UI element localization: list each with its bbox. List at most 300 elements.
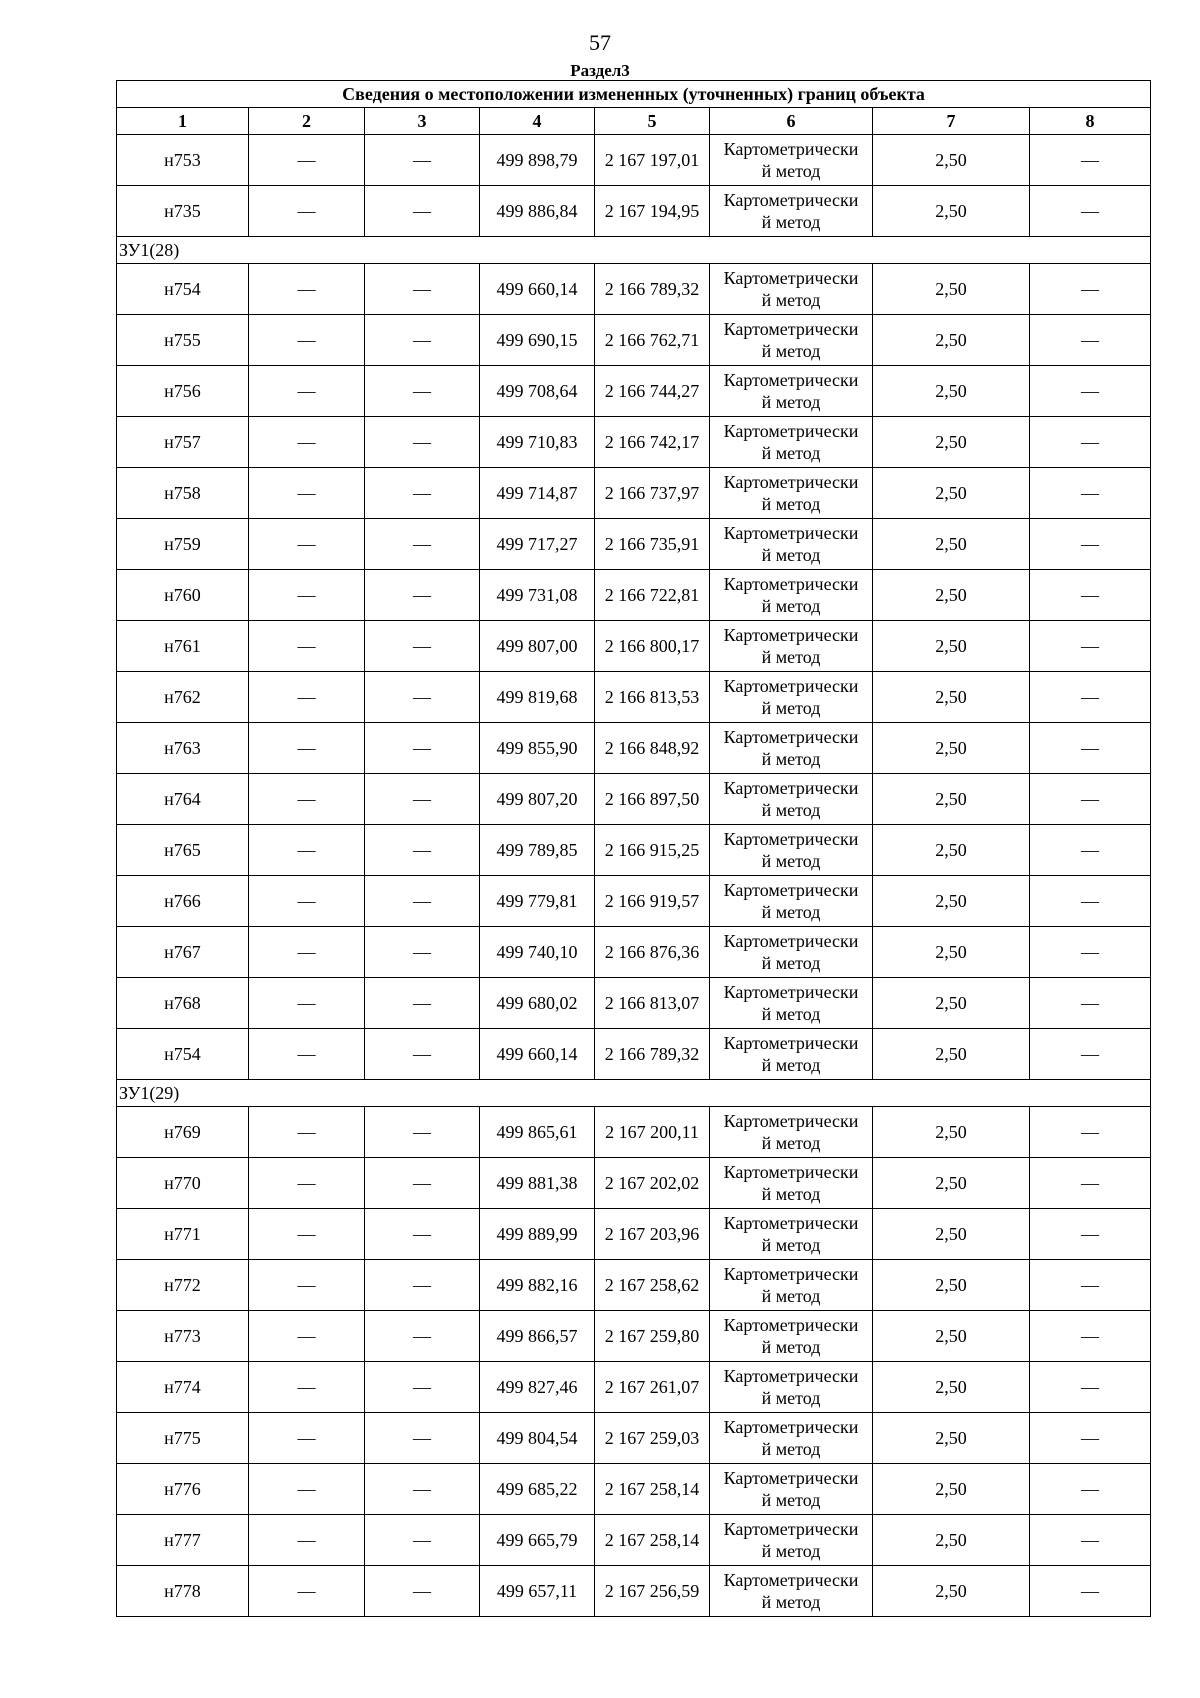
method-cell — [710, 978, 873, 1029]
method-line: Картометрически — [723, 1264, 859, 1284]
method-line: й метод — [761, 545, 821, 565]
dash-cell: — — [1030, 264, 1151, 315]
coord-y: 2 167 256,59 — [595, 1566, 710, 1617]
dash-cell: — — [1030, 186, 1151, 237]
method-line: Картометрически — [723, 574, 859, 594]
method-line: Картометрически — [723, 727, 859, 747]
dash-cell: — — [1030, 621, 1151, 672]
table-row — [117, 315, 1151, 366]
coord-y: 2 166 876,36 — [595, 927, 710, 978]
coord-y: 2 166 789,32 — [595, 1029, 710, 1080]
accuracy-value: 2,50 — [873, 315, 1030, 366]
coord-y: 2 167 203,96 — [595, 1209, 710, 1260]
coord-y: 2 166 800,17 — [595, 621, 710, 672]
method-line: й метод — [761, 1439, 821, 1459]
method-line: й метод — [761, 1004, 821, 1024]
coord-y: 2 166 915,25 — [595, 825, 710, 876]
accuracy-value: 2,50 — [873, 672, 1030, 723]
point-name: н767 — [117, 927, 249, 978]
method-line: Картометрически — [723, 1519, 859, 1539]
accuracy-value: 2,50 — [873, 1311, 1030, 1362]
method-line: Картометрически — [723, 523, 859, 543]
dash-cell: — — [365, 570, 480, 621]
accuracy-value: 2,50 — [873, 978, 1030, 1029]
column-header: 4 — [480, 108, 595, 135]
dash-cell: — — [365, 468, 480, 519]
coord-y: 2 167 194,95 — [595, 186, 710, 237]
column-header: 7 — [873, 108, 1030, 135]
point-name: н775 — [117, 1413, 249, 1464]
point-name: н756 — [117, 366, 249, 417]
method-cell — [710, 1362, 873, 1413]
coord-x: 499 740,10 — [480, 927, 595, 978]
table-row — [117, 672, 1151, 723]
coord-y: 2 166 742,17 — [595, 417, 710, 468]
coord-x: 499 657,11 — [480, 1566, 595, 1617]
table-body — [117, 81, 1151, 1617]
dash-cell: — — [1030, 927, 1151, 978]
table-row — [117, 1209, 1151, 1260]
group-label-row — [117, 1080, 1151, 1107]
coord-x: 499 789,85 — [480, 825, 595, 876]
method-cell — [710, 570, 873, 621]
method-line: й метод — [761, 212, 821, 232]
table-row — [117, 723, 1151, 774]
table-row — [117, 264, 1151, 315]
coord-y: 2 166 919,57 — [595, 876, 710, 927]
method-cell — [710, 315, 873, 366]
dash-cell: — — [365, 1362, 480, 1413]
dash-cell: — — [1030, 570, 1151, 621]
point-name: н769 — [117, 1107, 249, 1158]
table-row — [117, 1158, 1151, 1209]
method-cell — [710, 825, 873, 876]
coord-y: 2 166 762,71 — [595, 315, 710, 366]
method-line: й метод — [761, 1133, 821, 1153]
point-name: н735 — [117, 186, 249, 237]
method-cell — [710, 1158, 873, 1209]
dash-cell: — — [1030, 135, 1151, 186]
method-line: Картометрически — [723, 472, 859, 492]
dash-cell: — — [365, 417, 480, 468]
accuracy-value: 2,50 — [873, 1566, 1030, 1617]
point-name: н777 — [117, 1515, 249, 1566]
dash-cell: — — [249, 519, 365, 570]
point-name: н766 — [117, 876, 249, 927]
table-row — [117, 876, 1151, 927]
coord-x: 499 717,27 — [480, 519, 595, 570]
method-line: Картометрически — [723, 1162, 859, 1182]
coord-x: 499 779,81 — [480, 876, 595, 927]
dash-cell: — — [365, 186, 480, 237]
method-line: й метод — [761, 1235, 821, 1255]
coord-x: 499 865,61 — [480, 1107, 595, 1158]
dash-cell: — — [249, 135, 365, 186]
coord-x: 499 660,14 — [480, 1029, 595, 1080]
method-line: й метод — [761, 596, 821, 616]
section-title: Раздел3 — [570, 61, 630, 80]
table-row — [117, 570, 1151, 621]
point-name: н773 — [117, 1311, 249, 1362]
coord-x: 499 889,99 — [480, 1209, 595, 1260]
coord-y: 2 167 258,62 — [595, 1260, 710, 1311]
dash-cell: — — [1030, 1566, 1151, 1617]
dash-cell: — — [249, 315, 365, 366]
dash-cell: — — [249, 672, 365, 723]
coord-x: 499 690,15 — [480, 315, 595, 366]
method-cell — [710, 1515, 873, 1566]
dash-cell: — — [1030, 315, 1151, 366]
accuracy-value: 2,50 — [873, 1107, 1030, 1158]
point-name: н763 — [117, 723, 249, 774]
coord-x: 499 804,54 — [480, 1413, 595, 1464]
dash-cell: — — [365, 1209, 480, 1260]
method-cell — [710, 1260, 873, 1311]
method-line: й метод — [761, 290, 821, 310]
accuracy-value: 2,50 — [873, 264, 1030, 315]
table-row — [117, 774, 1151, 825]
method-line: Картометрически — [723, 190, 859, 210]
point-name: н754 — [117, 264, 249, 315]
dash-cell: — — [365, 1107, 480, 1158]
method-line: й метод — [761, 698, 821, 718]
table-row — [117, 825, 1151, 876]
method-cell — [710, 774, 873, 825]
table-row — [117, 927, 1151, 978]
table-row — [117, 135, 1151, 186]
dash-cell: — — [1030, 1209, 1151, 1260]
dash-cell: — — [365, 1029, 480, 1080]
coord-x: 499 886,84 — [480, 186, 595, 237]
table-caption: Сведения о местоположении измененных (уточненных) границ объекта — [117, 81, 1151, 108]
point-name: н760 — [117, 570, 249, 621]
accuracy-value: 2,50 — [873, 570, 1030, 621]
dash-cell: — — [249, 1158, 365, 1209]
coord-x: 499 855,90 — [480, 723, 595, 774]
dash-cell: — — [1030, 468, 1151, 519]
dash-cell: — — [249, 1464, 365, 1515]
dash-cell: — — [365, 978, 480, 1029]
point-name: н762 — [117, 672, 249, 723]
coord-x: 499 898,79 — [480, 135, 595, 186]
method-line: й метод — [761, 494, 821, 514]
table-row — [117, 186, 1151, 237]
dash-cell: — — [1030, 1260, 1151, 1311]
accuracy-value: 2,50 — [873, 468, 1030, 519]
accuracy-value: 2,50 — [873, 1464, 1030, 1515]
method-line: Картометрически — [723, 982, 859, 1002]
boundary-table — [116, 80, 1151, 1617]
dash-cell: — — [365, 1464, 480, 1515]
method-cell — [710, 1107, 873, 1158]
method-cell — [710, 135, 873, 186]
coord-y: 2 167 197,01 — [595, 135, 710, 186]
method-line: й метод — [761, 1055, 821, 1075]
dash-cell: — — [249, 774, 365, 825]
dash-cell: — — [1030, 1464, 1151, 1515]
coord-x: 499 731,08 — [480, 570, 595, 621]
accuracy-value: 2,50 — [873, 825, 1030, 876]
method-line: Картометрически — [723, 829, 859, 849]
method-cell — [710, 264, 873, 315]
method-cell — [710, 1413, 873, 1464]
dash-cell: — — [365, 264, 480, 315]
method-line: Картометрически — [723, 1111, 859, 1131]
method-line: й метод — [761, 800, 821, 820]
point-name: н754 — [117, 1029, 249, 1080]
coord-x: 499 660,14 — [480, 264, 595, 315]
method-line: й метод — [761, 1337, 821, 1357]
point-name: н771 — [117, 1209, 249, 1260]
table-row — [117, 1107, 1151, 1158]
method-line: Картометрически — [723, 1468, 859, 1488]
column-header: 3 — [365, 108, 480, 135]
method-line: Картометрически — [723, 1033, 859, 1053]
dash-cell: — — [249, 978, 365, 1029]
accuracy-value: 2,50 — [873, 1209, 1030, 1260]
coord-y: 2 166 737,97 — [595, 468, 710, 519]
dash-cell: — — [1030, 723, 1151, 774]
method-line: Картометрически — [723, 1366, 859, 1386]
method-line: Картометрически — [723, 319, 859, 339]
point-name: н757 — [117, 417, 249, 468]
coord-y: 2 166 897,50 — [595, 774, 710, 825]
dash-cell: — — [365, 1158, 480, 1209]
dash-cell: — — [365, 1566, 480, 1617]
coord-x: 499 708,64 — [480, 366, 595, 417]
coord-y: 2 166 848,92 — [595, 723, 710, 774]
point-name: н770 — [117, 1158, 249, 1209]
method-line: Картометрически — [723, 880, 859, 900]
accuracy-value: 2,50 — [873, 519, 1030, 570]
table-row — [117, 1515, 1151, 1566]
method-line: й метод — [761, 1541, 821, 1561]
dash-cell: — — [365, 672, 480, 723]
method-cell — [710, 186, 873, 237]
dash-cell: — — [249, 264, 365, 315]
point-name: н772 — [117, 1260, 249, 1311]
method-line: й метод — [761, 647, 821, 667]
method-cell — [710, 366, 873, 417]
dash-cell: — — [365, 825, 480, 876]
method-line: й метод — [761, 1184, 821, 1204]
method-cell — [710, 1029, 873, 1080]
dash-cell: — — [1030, 672, 1151, 723]
dash-cell: — — [1030, 417, 1151, 468]
column-header: 6 — [710, 108, 873, 135]
dash-cell: — — [365, 927, 480, 978]
column-header: 1 — [117, 108, 249, 135]
column-header: 5 — [595, 108, 710, 135]
dash-cell: — — [365, 315, 480, 366]
coord-x: 499 714,87 — [480, 468, 595, 519]
point-name: н764 — [117, 774, 249, 825]
method-cell — [710, 519, 873, 570]
dash-cell: — — [365, 366, 480, 417]
dash-cell: — — [249, 876, 365, 927]
accuracy-value: 2,50 — [873, 927, 1030, 978]
coord-x: 499 881,38 — [480, 1158, 595, 1209]
table-row — [117, 417, 1151, 468]
method-line: й метод — [761, 392, 821, 412]
dash-cell: — — [249, 186, 365, 237]
coord-x: 499 710,83 — [480, 417, 595, 468]
dash-cell: — — [249, 1260, 365, 1311]
accuracy-value: 2,50 — [873, 1413, 1030, 1464]
method-cell — [710, 876, 873, 927]
table-row — [117, 468, 1151, 519]
point-name: н765 — [117, 825, 249, 876]
coord-y: 2 167 261,07 — [595, 1362, 710, 1413]
method-line: й метод — [761, 1388, 821, 1408]
point-name: н768 — [117, 978, 249, 1029]
method-line: Картометрически — [723, 1570, 859, 1590]
coord-x: 499 807,20 — [480, 774, 595, 825]
dash-cell: — — [1030, 366, 1151, 417]
page-number: 57 — [589, 30, 611, 55]
method-line: Картометрически — [723, 778, 859, 798]
dash-cell: — — [365, 774, 480, 825]
group-label: ЗУ1(28) — [117, 237, 1151, 264]
accuracy-value: 2,50 — [873, 774, 1030, 825]
dash-cell: — — [249, 1566, 365, 1617]
method-line: й метод — [761, 1592, 821, 1612]
point-name: н776 — [117, 1464, 249, 1515]
coord-y: 2 167 259,03 — [595, 1413, 710, 1464]
dash-cell: — — [249, 366, 365, 417]
dash-cell: — — [249, 1362, 365, 1413]
dash-cell: — — [249, 417, 365, 468]
point-name: н774 — [117, 1362, 249, 1413]
dash-cell: — — [365, 135, 480, 186]
dash-cell: — — [1030, 978, 1151, 1029]
method-cell — [710, 468, 873, 519]
accuracy-value: 2,50 — [873, 1362, 1030, 1413]
dash-cell: — — [249, 825, 365, 876]
dash-cell: — — [1030, 774, 1151, 825]
dash-cell: — — [249, 1515, 365, 1566]
dash-cell: — — [365, 1413, 480, 1464]
group-label-row — [117, 237, 1151, 264]
dash-cell: — — [365, 1311, 480, 1362]
accuracy-value: 2,50 — [873, 876, 1030, 927]
coord-x: 499 807,00 — [480, 621, 595, 672]
column-header: 8 — [1030, 108, 1151, 135]
dash-cell: — — [249, 1107, 365, 1158]
dash-cell: — — [365, 876, 480, 927]
table-row — [117, 1260, 1151, 1311]
coord-x: 499 827,46 — [480, 1362, 595, 1413]
dash-cell: — — [249, 1029, 365, 1080]
dash-cell: — — [1030, 1515, 1151, 1566]
method-line: Картометрически — [723, 268, 859, 288]
method-line: Картометрически — [723, 370, 859, 390]
dash-cell: — — [249, 570, 365, 621]
method-cell — [710, 723, 873, 774]
method-cell — [710, 621, 873, 672]
dash-cell: — — [1030, 519, 1151, 570]
method-line: й метод — [761, 443, 821, 463]
method-line: Картометрически — [723, 139, 859, 159]
coord-x: 499 665,79 — [480, 1515, 595, 1566]
coord-x: 499 685,22 — [480, 1464, 595, 1515]
dash-cell: — — [1030, 1362, 1151, 1413]
method-line: Картометрически — [723, 421, 859, 441]
dash-cell: — — [365, 519, 480, 570]
accuracy-value: 2,50 — [873, 621, 1030, 672]
method-line: й метод — [761, 851, 821, 871]
accuracy-value: 2,50 — [873, 1158, 1030, 1209]
dash-cell: — — [249, 927, 365, 978]
method-line: й метод — [761, 1286, 821, 1306]
dash-cell: — — [249, 468, 365, 519]
method-cell — [710, 417, 873, 468]
table-caption-row — [117, 81, 1151, 108]
point-name: н761 — [117, 621, 249, 672]
dash-cell: — — [249, 621, 365, 672]
method-cell — [710, 1311, 873, 1362]
method-line: й метод — [761, 1490, 821, 1510]
method-cell — [710, 927, 873, 978]
dash-cell: — — [249, 1311, 365, 1362]
coord-y: 2 166 789,32 — [595, 264, 710, 315]
coord-y: 2 166 722,81 — [595, 570, 710, 621]
accuracy-value: 2,50 — [873, 366, 1030, 417]
point-name: н778 — [117, 1566, 249, 1617]
table-row — [117, 366, 1151, 417]
table-row — [117, 1362, 1151, 1413]
dash-cell: — — [365, 1515, 480, 1566]
method-cell — [710, 1566, 873, 1617]
accuracy-value: 2,50 — [873, 135, 1030, 186]
point-name: н759 — [117, 519, 249, 570]
method-line: Картометрически — [723, 931, 859, 951]
method-line: Картометрически — [723, 1213, 859, 1233]
accuracy-value: 2,50 — [873, 1029, 1030, 1080]
method-line: Картометрически — [723, 1315, 859, 1335]
coord-x: 499 819,68 — [480, 672, 595, 723]
column-header-row — [117, 108, 1151, 135]
table-row — [117, 519, 1151, 570]
method-line: Картометрически — [723, 625, 859, 645]
coord-y: 2 167 259,80 — [595, 1311, 710, 1362]
group-label: ЗУ1(29) — [117, 1080, 1151, 1107]
method-line: й метод — [761, 749, 821, 769]
coord-x: 499 680,02 — [480, 978, 595, 1029]
dash-cell: — — [1030, 1107, 1151, 1158]
method-cell — [710, 1209, 873, 1260]
coord-x: 499 866,57 — [480, 1311, 595, 1362]
table-row — [117, 1566, 1151, 1617]
method-cell — [710, 1464, 873, 1515]
dash-cell: — — [1030, 1413, 1151, 1464]
dash-cell: — — [1030, 825, 1151, 876]
method-line: й метод — [761, 902, 821, 922]
method-line: й метод — [761, 953, 821, 973]
table-row — [117, 1029, 1151, 1080]
coord-y: 2 167 202,02 — [595, 1158, 710, 1209]
column-header: 2 — [249, 108, 365, 135]
dash-cell: — — [1030, 876, 1151, 927]
dash-cell: — — [365, 723, 480, 774]
table-row — [117, 1464, 1151, 1515]
dash-cell: — — [365, 621, 480, 672]
point-name: н755 — [117, 315, 249, 366]
table-row — [117, 1311, 1151, 1362]
coord-y: 2 166 744,27 — [595, 366, 710, 417]
coord-y: 2 166 735,91 — [595, 519, 710, 570]
coord-y: 2 167 200,11 — [595, 1107, 710, 1158]
